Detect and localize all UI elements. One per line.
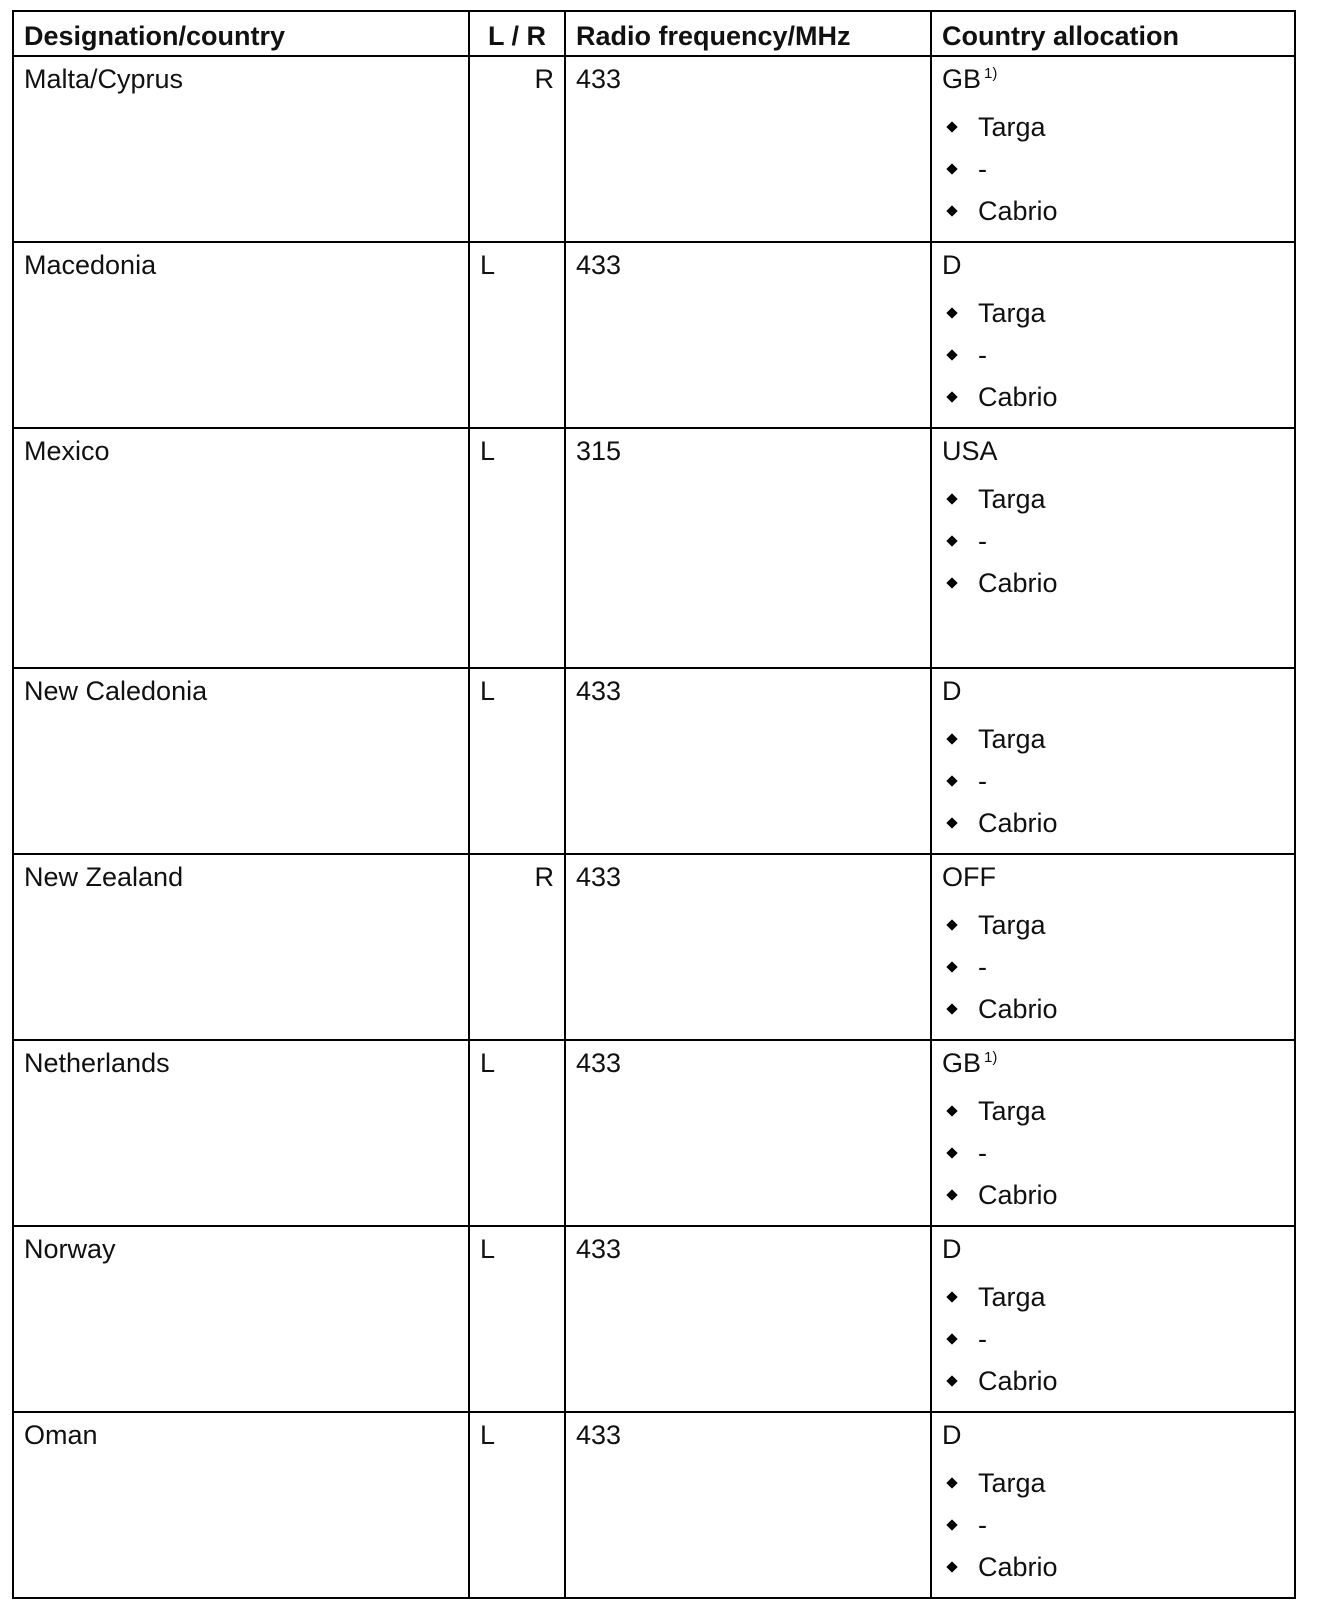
allocation-code xyxy=(942,1048,1284,1084)
allocation-code xyxy=(942,436,1284,472)
variant-item xyxy=(942,334,1284,376)
cell-allocation xyxy=(931,668,1295,854)
cell-frequency: 433 xyxy=(565,1412,931,1598)
cell-side: L xyxy=(469,1040,565,1226)
variant-item xyxy=(942,562,1284,604)
cell-side: R xyxy=(469,56,565,242)
variant-item xyxy=(942,1132,1284,1174)
variant-item xyxy=(942,1462,1284,1504)
variant-label: Cabrio xyxy=(978,808,1058,838)
variant-label: Cabrio xyxy=(978,382,1058,412)
allocation-code xyxy=(942,676,1284,712)
variant-label: Targa xyxy=(978,1468,1046,1498)
diamond-bullet-icon xyxy=(946,493,957,504)
cell-side: R xyxy=(469,854,565,1040)
allocation-code-text: GB xyxy=(942,64,982,94)
variant-item xyxy=(942,1090,1284,1132)
cell-allocation xyxy=(931,428,1295,668)
variant-item xyxy=(942,376,1284,418)
allocation-code-text: D xyxy=(942,250,962,280)
cell-frequency: 433 xyxy=(565,668,931,854)
cell-allocation xyxy=(931,1040,1295,1226)
header-side: L / R xyxy=(469,11,565,56)
variant-item xyxy=(942,1360,1284,1402)
allocation-code-text: D xyxy=(942,1234,962,1264)
variant-label: - xyxy=(978,154,987,184)
cell-frequency: 315 xyxy=(565,428,931,668)
variant-item xyxy=(942,106,1284,148)
variant-item xyxy=(942,1504,1284,1546)
variant-label: Cabrio xyxy=(978,994,1058,1024)
header-row xyxy=(13,11,1295,56)
header-frequency: Radio frequency/MHz xyxy=(565,11,931,56)
variant-item xyxy=(942,718,1284,760)
variant-label: - xyxy=(978,952,987,982)
table-row xyxy=(13,1412,1295,1598)
diamond-bullet-icon xyxy=(946,163,957,174)
diamond-bullet-icon xyxy=(946,1189,957,1200)
cell-allocation xyxy=(931,1226,1295,1412)
variant-item xyxy=(942,802,1284,844)
variant-list xyxy=(942,718,1284,844)
variant-item xyxy=(942,292,1284,334)
cell-side: L xyxy=(469,428,565,668)
cell-allocation xyxy=(931,56,1295,242)
diamond-bullet-icon xyxy=(946,1333,957,1344)
variant-label: - xyxy=(978,1324,987,1354)
variant-label: - xyxy=(978,766,987,796)
diamond-bullet-icon xyxy=(946,307,957,318)
cell-country: New Zealand xyxy=(13,854,469,1040)
variant-item xyxy=(942,988,1284,1030)
variant-label: Targa xyxy=(978,910,1046,940)
variant-item xyxy=(942,760,1284,802)
table-row xyxy=(13,428,1295,668)
diamond-bullet-icon xyxy=(946,775,957,786)
header-designation: Designation/country xyxy=(13,11,469,56)
diamond-bullet-icon xyxy=(946,1561,957,1572)
variant-item xyxy=(942,1174,1284,1216)
variant-list xyxy=(942,478,1284,604)
variant-item xyxy=(942,520,1284,562)
variant-label: Cabrio xyxy=(978,1180,1058,1210)
allocation-code xyxy=(942,1420,1284,1456)
table-row xyxy=(13,56,1295,242)
variant-list xyxy=(942,1462,1284,1588)
variant-label: Targa xyxy=(978,484,1046,514)
diamond-bullet-icon xyxy=(946,817,957,828)
diamond-bullet-icon xyxy=(946,1375,957,1386)
variant-label: Targa xyxy=(978,1282,1046,1312)
allocation-code xyxy=(942,862,1284,898)
allocation-code xyxy=(942,64,1284,100)
table-row xyxy=(13,854,1295,1040)
allocation-code-text: USA xyxy=(942,436,998,466)
cell-country: New Caledonia xyxy=(13,668,469,854)
diamond-bullet-icon xyxy=(946,205,957,216)
header-allocation: Country allocation xyxy=(931,11,1295,56)
variant-item xyxy=(942,904,1284,946)
cell-country: Oman xyxy=(13,1412,469,1598)
table-row xyxy=(13,242,1295,428)
variant-label: Cabrio xyxy=(978,568,1058,598)
diamond-bullet-icon xyxy=(946,577,957,588)
cell-frequency: 433 xyxy=(565,56,931,242)
variant-label: Cabrio xyxy=(978,1366,1058,1396)
diamond-bullet-icon xyxy=(946,961,957,972)
variant-item xyxy=(942,148,1284,190)
allocation-code-text: D xyxy=(942,676,962,706)
diamond-bullet-icon xyxy=(946,1147,957,1158)
allocation-code-text: OFF xyxy=(942,862,996,892)
cell-frequency: 433 xyxy=(565,1040,931,1226)
diamond-bullet-icon xyxy=(946,1477,957,1488)
variant-list xyxy=(942,1090,1284,1216)
cell-allocation xyxy=(931,1412,1295,1598)
cell-frequency: 433 xyxy=(565,854,931,1040)
variant-item xyxy=(942,478,1284,520)
diamond-bullet-icon xyxy=(946,535,957,546)
cell-country: Macedonia xyxy=(13,242,469,428)
cell-side: L xyxy=(469,242,565,428)
variant-item xyxy=(942,1318,1284,1360)
cell-frequency: 433 xyxy=(565,1226,931,1412)
allocation-code-text: D xyxy=(942,1420,962,1450)
variant-label: - xyxy=(978,340,987,370)
diamond-bullet-icon xyxy=(946,349,957,360)
diamond-bullet-icon xyxy=(946,1519,957,1530)
cell-country: Mexico xyxy=(13,428,469,668)
cell-side: L xyxy=(469,1226,565,1412)
diamond-bullet-icon xyxy=(946,391,957,402)
diamond-bullet-icon xyxy=(946,1003,957,1014)
table-row xyxy=(13,1040,1295,1226)
diamond-bullet-icon xyxy=(946,733,957,744)
cell-allocation xyxy=(931,854,1295,1040)
variant-label: Targa xyxy=(978,1096,1046,1126)
country-allocation-table xyxy=(12,10,1296,1599)
variant-label: Targa xyxy=(978,112,1046,142)
variant-label: Cabrio xyxy=(978,196,1058,226)
variant-list xyxy=(942,106,1284,232)
cell-side: L xyxy=(469,1412,565,1598)
variant-list xyxy=(942,904,1284,1030)
variant-label: Targa xyxy=(978,724,1046,754)
variant-label: - xyxy=(978,1138,987,1168)
variant-label: Targa xyxy=(978,298,1046,328)
variant-item xyxy=(942,1546,1284,1588)
allocation-code xyxy=(942,250,1284,286)
cell-country: Norway xyxy=(13,1226,469,1412)
diamond-bullet-icon xyxy=(946,1291,957,1302)
variant-label: - xyxy=(978,1510,987,1540)
cell-frequency: 433 xyxy=(565,242,931,428)
table-row xyxy=(13,1226,1295,1412)
diamond-bullet-icon xyxy=(946,1105,957,1116)
table-row xyxy=(13,668,1295,854)
allocation-code-text: GB xyxy=(942,1048,982,1078)
variant-list xyxy=(942,1276,1284,1402)
footnote-marker: 1) xyxy=(984,65,998,82)
cell-side: L xyxy=(469,668,565,854)
cell-country: Malta/Cyprus xyxy=(13,56,469,242)
variant-item xyxy=(942,946,1284,988)
variant-label: Cabrio xyxy=(978,1552,1058,1582)
cell-country: Netherlands xyxy=(13,1040,469,1226)
footnote-marker: 1) xyxy=(984,1049,998,1066)
allocation-code xyxy=(942,1234,1284,1270)
variant-list xyxy=(942,292,1284,418)
variant-item xyxy=(942,190,1284,232)
variant-item xyxy=(942,1276,1284,1318)
cell-allocation xyxy=(931,242,1295,428)
diamond-bullet-icon xyxy=(946,919,957,930)
diamond-bullet-icon xyxy=(946,121,957,132)
variant-label: - xyxy=(978,526,987,556)
